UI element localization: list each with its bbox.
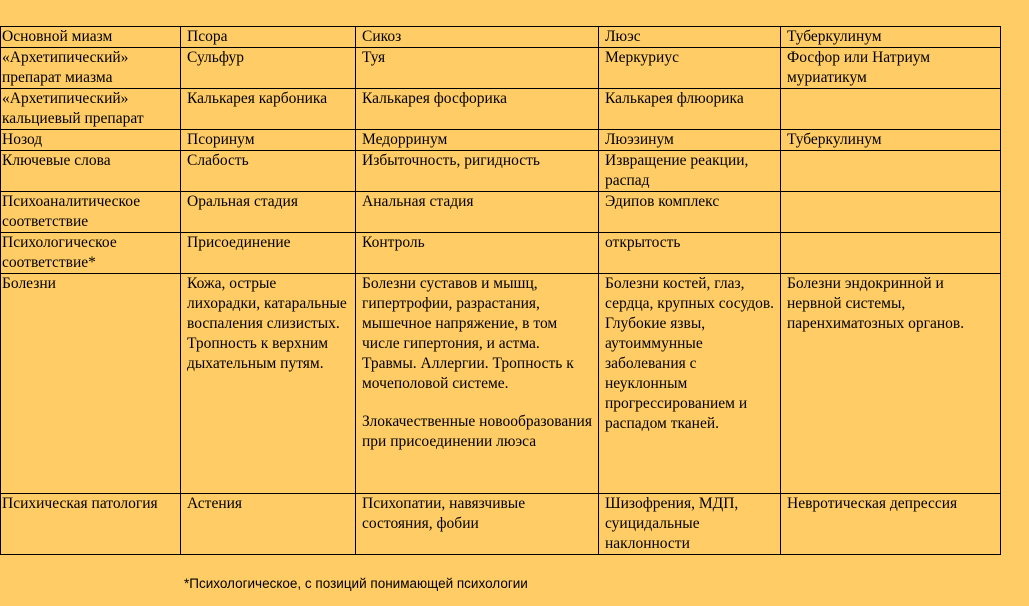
table-cell: Присоединение [181,233,356,274]
table-cell: Псоринум [181,130,356,151]
table-cell: Кожа, острые лихорадки, катаральные воспаления слизистых. Тропность к верхним дыхательным путям. [181,274,356,494]
table-cell: Калькарея фосфорика [356,89,599,130]
header-cell: Основной миазм [1,27,181,48]
table-cell: Избыточность, ригидность [356,151,599,192]
table-cell: Невротическая депрессия [781,494,1001,555]
paragraph-gap [362,394,595,412]
sycosis-diseases-extra: Злокачественные новообразования при присоединении люэса [362,413,592,450]
table-row [1,494,1001,555]
table-cell: открытость [599,233,781,274]
miasm-table [0,26,1001,555]
table-cell: «Архетипический» кальциевый препарат [1,89,181,130]
table-cell: Эдипов комплекс [599,192,781,233]
table-cell: Калькарея флюорика [599,89,781,130]
table-cell: Извращение реакции, распад [599,151,781,192]
table-cell: Болезни костей, глаз, сердца, крупных сосудов. Глубокие язвы, аутоиммунные заболевания с неуклонным прогрессированием и распадом тканей. [599,274,781,494]
header-cell: Люэс [599,27,781,48]
table-row [1,130,1001,151]
table-cell: Нозод [1,130,181,151]
table-cell: Слабость [181,151,356,192]
table-cell: Психоаналитическое соответствие [1,192,181,233]
table-cell [781,192,1001,233]
header-cell: Псора [181,27,356,48]
table-cell: Калькарея карбоника [181,89,356,130]
sycosis-diseases-text: Болезни суставов и мышц, гипертрофии, разрастания, мышечное напряжение, в том числе гипертония, и астма. Травмы. Аллергии. Тропность к мочеполовой системе. [362,275,574,392]
table-row [1,151,1001,192]
table-row-diseases [1,274,1001,494]
table-cell: Сульфур [181,48,356,89]
footnote: *Психологическое, с позиций понимающей психологии [184,576,528,591]
table-cell: Психическая патология [1,494,181,555]
table-header-row [1,27,1001,48]
table-cell [781,233,1001,274]
table-cell: Оральная стадия [181,192,356,233]
table-cell: Люэзинум [599,130,781,151]
table-cell: Болезни [1,274,181,494]
table-cell: Медорринум [356,130,599,151]
table-cell: Психопатии, навязчивые состояния, фобии [356,494,599,555]
table-cell: Контроль [356,233,599,274]
table-row [1,192,1001,233]
table-cell: Анальная стадия [356,192,599,233]
table-cell: Туя [356,48,599,89]
table-cell-sycosis-diseases [356,274,599,494]
table-cell: Меркуриус [599,48,781,89]
table-cell: Фосфор или Натриум муриатикум [781,48,1001,89]
table-cell: Ключевые слова [1,151,181,192]
table-row [1,48,1001,89]
table-row [1,89,1001,130]
table-cell [781,89,1001,130]
table-cell: Психологическое соответствие* [1,233,181,274]
table-cell [781,151,1001,192]
header-cell: Сикоз [356,27,599,48]
header-cell: Туберкулинум [781,27,1001,48]
table-cell: Шизофрения, МДП, суицидальные наклонности [599,494,781,555]
table-cell: «Архетипический» препарат миазма [1,48,181,89]
table-cell: Болезни эндокринной и нервной системы, паренхиматозных органов. [781,274,1001,494]
table-row [1,233,1001,274]
table-cell: Астения [181,494,356,555]
table-cell: Туберкулинум [781,130,1001,151]
